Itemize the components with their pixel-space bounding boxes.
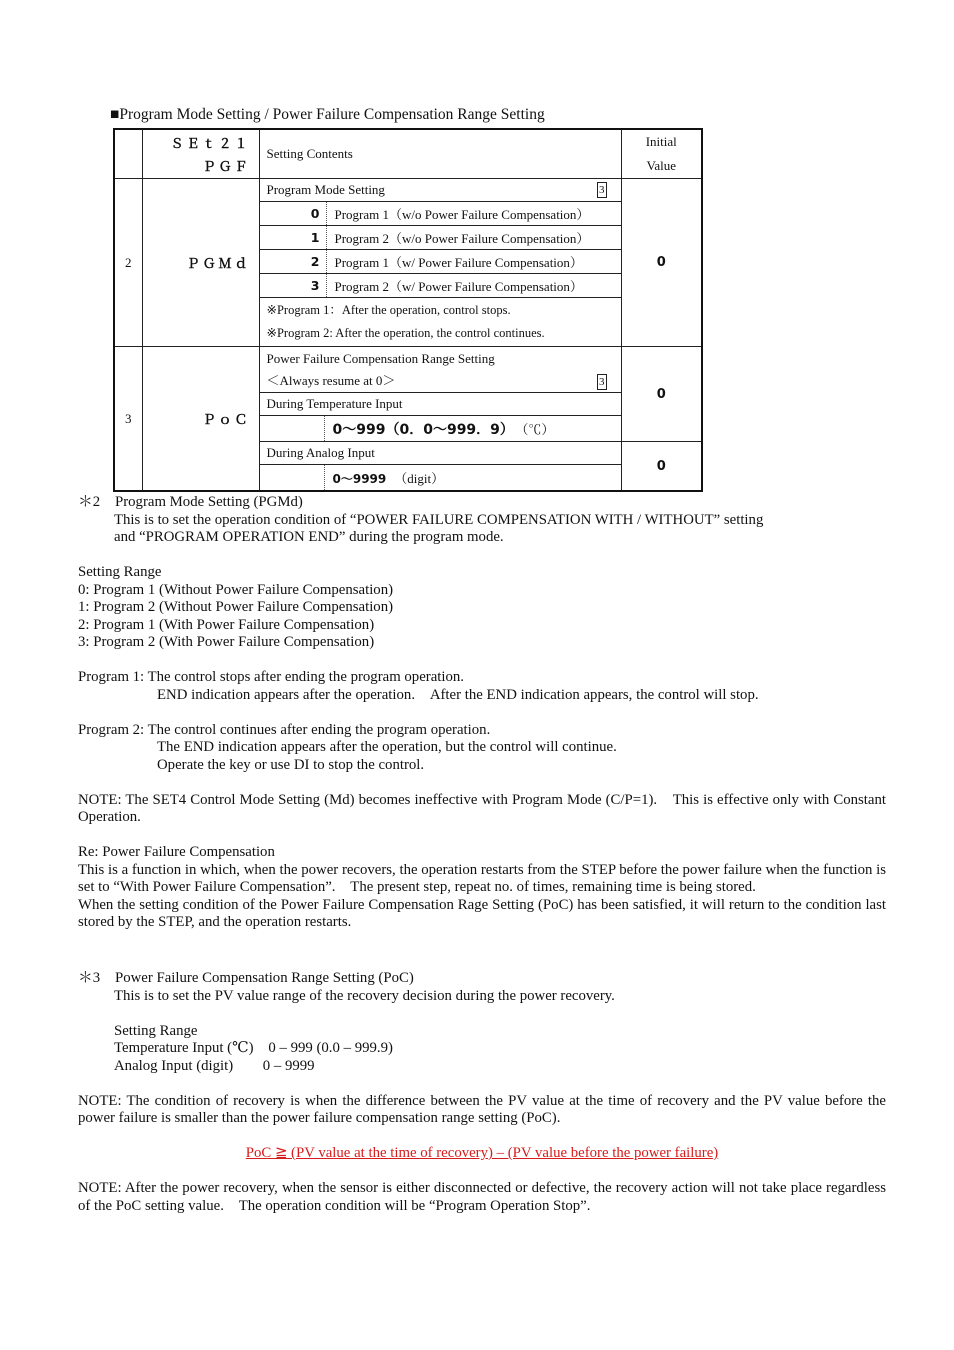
pgmd-option-cell	[259, 274, 621, 298]
section2-range-item: 0: Program 1 (Without Power Failure Compensation)	[78, 581, 394, 598]
header-initial-line2: Value	[646, 158, 677, 173]
pgmd-title-row	[114, 179, 702, 202]
pgmd-option-text: Program 1（w/o Power Failure Compensation）	[334, 207, 590, 222]
pgmd-option-cell	[259, 226, 621, 250]
poc-title-row	[114, 347, 702, 393]
header-no-cell	[114, 129, 142, 179]
pgmd-note2: ※Program 2: After the operation, the control continues.	[266, 326, 545, 340]
poc-temp-unit: （℃）	[521, 421, 555, 437]
poc-temp-initial: 0	[621, 347, 702, 442]
pgmd-code: ＰＧＭｄ	[142, 179, 259, 347]
section2-range-item: 3: Program 2 (With Power Failure Compensation)	[78, 634, 375, 650]
poc-subtitle: ＜Always resume at 0＞	[266, 373, 396, 388]
poc-title: Power Failure Compensation Range Setting	[266, 351, 495, 366]
section2-note: NOTE: The SET4 Control Mode Setting (Md) becomes ineffective with Program Mode (C/P=1). This is effective only with Constant Operation.	[78, 791, 886, 825]
poc-temp-range-value: 0～999（0．0～999．9）	[332, 421, 514, 438]
section3-heading: ＊3 Power Failure Compensation Range Setting (PoC)	[78, 970, 414, 986]
section3-note1: NOTE: The condition of recovery is when the difference between the PV value at the time of recovery and the PV value before the power failure is smaller than the power failure compensation range setting (PoC).	[78, 1092, 886, 1126]
program2-line1: Program 2: The control continues after ending the program operation.	[78, 721, 491, 738]
pgmd-no: 2	[114, 179, 142, 347]
poc-analog-unit: （digit）	[394, 471, 445, 486]
pgmd-option-text: Program 2（w/ Power Failure Compensation）	[334, 279, 583, 294]
program2-line3: Operate the key or use DI to stop the control.	[157, 756, 425, 773]
table-title: ■Program Mode Setting / Power Failure Compensation Range Setting	[110, 106, 545, 123]
section3-range-analog: Analog Input (digit) 0 – 9999	[114, 1057, 315, 1074]
header-initial-cell	[621, 129, 702, 179]
section-poc	[78, 970, 886, 1215]
poc-ref-box: 3	[599, 376, 605, 388]
poc-temp-label: During Temperature Input	[259, 393, 621, 416]
header-code-cell	[142, 129, 259, 179]
range-spacer	[260, 465, 325, 490]
poc-analog-initial: 0	[621, 442, 702, 492]
header-code-line1: ＳＥｔ２１	[170, 137, 251, 152]
program2-line2: The END indication appears after the operation, but the control will continue.	[157, 739, 617, 755]
header-contents-cell: Setting Contents	[259, 129, 621, 179]
section3-note2: NOTE: After the power recovery, when the sensor is either disconnected or defective, the recovery action will not take place regardless of the PoC setting value. The operation condition will be “Program Operation Stop”.	[78, 1180, 886, 1214]
section2-range-item: 1: Program 2 (Without Power Failure Compensation)	[78, 599, 394, 615]
poc-formula: PoC ≧ (PV value at the time of recovery) – (PV value before the power failure)	[245, 1145, 719, 1161]
poc-code: ＰｏＣ	[142, 347, 259, 492]
pgmd-option-cell	[259, 250, 621, 274]
pgmd-ref-box: 3	[599, 184, 605, 196]
section2-desc2: and “PROGRAM OPERATION END” during the program mode.	[114, 529, 504, 545]
header-initial-line1: Initial	[645, 134, 677, 149]
pgmd-option-text: Program 1（w/ Power Failure Compensation）	[334, 255, 583, 270]
program1-line1: Program 1: The control stops after ending the program operation.	[78, 669, 464, 685]
re-power-failure-title: Re: Power Failure Compensation	[78, 844, 275, 860]
section2-range-title: Setting Range	[78, 564, 162, 580]
header-code-line2: ＰＧＦ	[202, 160, 251, 175]
section2-desc1: This is to set the operation condition of “POWER FAILURE COMPENSATION WITH / WITHOUT” setting	[114, 511, 764, 528]
pgmd-initial: 0	[621, 179, 702, 347]
pgmd-title: Program Mode Setting	[266, 182, 385, 197]
poc-analog-range-value: 0～9999	[332, 472, 387, 486]
program1-line2: END indication appears after the operation. After the END indication appears, the control will stop.	[157, 686, 759, 703]
pgmd-option-num: 1	[260, 226, 327, 249]
pgmd-notes-cell	[259, 298, 621, 347]
range-spacer	[260, 416, 325, 441]
section3-range-title: Setting Range	[114, 1022, 198, 1039]
poc-title-cell	[259, 347, 621, 393]
poc-temp-range-cell	[259, 416, 621, 442]
poc-no: 3	[114, 347, 142, 492]
poc-analog-range-cell	[259, 465, 621, 492]
pgmd-option-cell	[259, 202, 621, 226]
section3-desc: This is to set the PV value range of the recovery decision during the power recovery.	[114, 987, 615, 1004]
section3-range-temp: Temperature Input (℃) 0 – 999 (0.0 – 999.9)	[114, 1040, 393, 1056]
re-power-failure-para1: This is a function in which, when the power recovers, the operation restarts from the STEP before the power failure when the function is set to “With Power Failure Compensation”. The present step, repeat no. of times, remaining time is being stored.	[78, 861, 886, 895]
poc-analog-label: During Analog Input	[259, 442, 621, 465]
section-pgmd	[78, 494, 886, 932]
pgmd-option-num: 3	[260, 274, 327, 297]
pgmd-option-text: Program 2（w/o Power Failure Compensation）	[334, 231, 590, 246]
poc-temp-range	[325, 419, 555, 439]
pgmd-option-num: 2	[260, 250, 327, 273]
section2-range-item: 2: Program 1 (With Power Failure Compensation)	[78, 616, 375, 633]
table-header-row	[114, 129, 702, 179]
pgmd-option-num: 0	[260, 202, 327, 225]
poc-analog-range	[325, 468, 445, 487]
poc-subtitle-line	[267, 370, 621, 392]
pgmd-title-cell	[259, 179, 621, 202]
pgmd-note1: ※Program 1：After the operation, control stops.	[266, 303, 511, 317]
settings-table	[113, 128, 703, 492]
section2-heading: ＊2 Program Mode Setting (PGMd)	[78, 494, 303, 510]
re-power-failure-para2: When the setting condition of the Power Failure Compensation Rage Setting (PoC) has been satisfied, it will return to the condition last stored by the STEP, and the operation restarts.	[78, 896, 886, 930]
